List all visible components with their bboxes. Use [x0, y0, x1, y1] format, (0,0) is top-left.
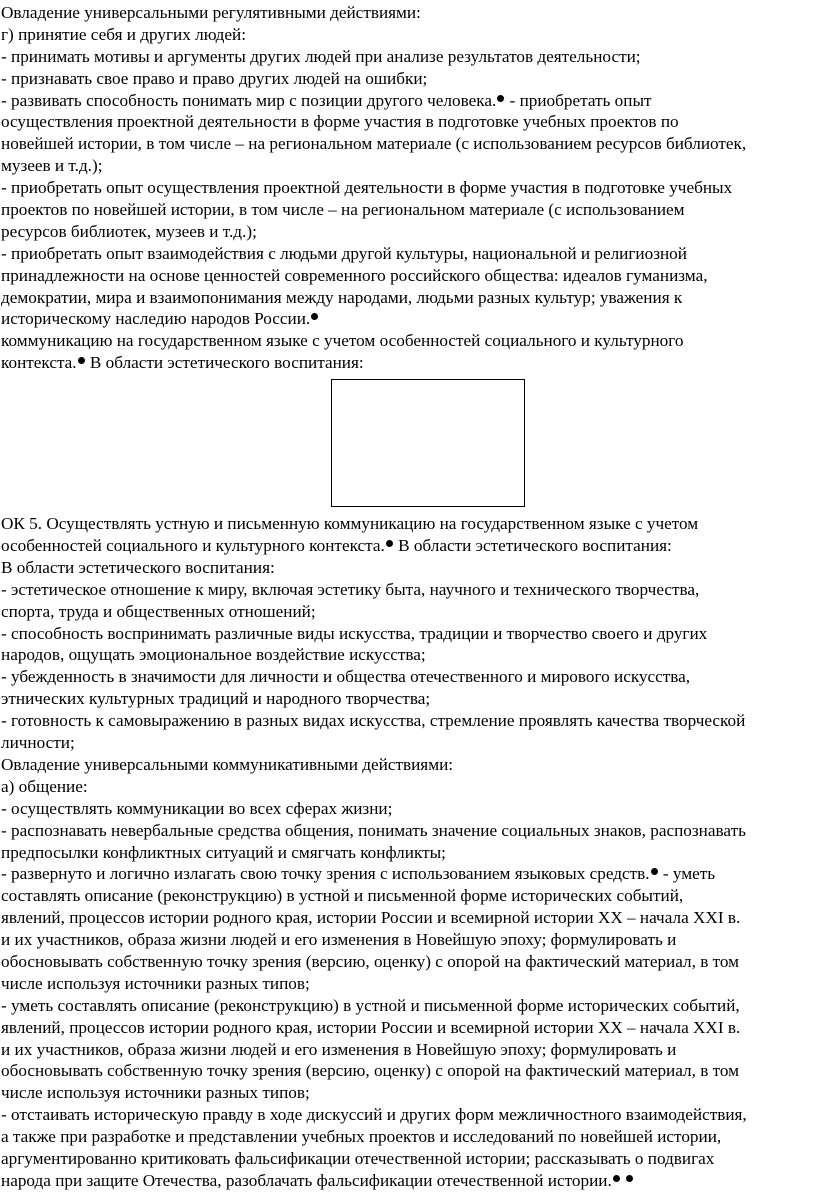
text-line: - готовность к самовыражению в разных видах искусства, стремление проявлять качества творческой [1, 711, 746, 731]
text-line: - распознавать невербальные средства общения, понимать значение социальных знаков, распознавать [1, 820, 746, 840]
text-line: - приобретать опыт осуществления проектной деятельности в форме участия в подготовке учебных [1, 178, 733, 198]
text-line: музеев и т.д.); [1, 156, 103, 176]
text-line: г) принятие себя и других людей: [1, 24, 247, 44]
text-line: - признавать свое право и право других людей на ошибки; [1, 68, 428, 88]
text-segment: - развернуто и логично излагать свою точку зрения с использованием языковых средств. [1, 864, 650, 884]
text-line: народов, ощущать эмоциональное воздействие искусства; [1, 645, 426, 665]
text-line: ресурсов библиотек, музеев и т.д.); [1, 221, 257, 241]
text-line: - убежденность в значимости для личности и общества отечественного и мирового искусства, [1, 667, 691, 687]
text-line: - отстаивать историческую правду в ходе дискуссий и других форм межличностного взаимодействия, [1, 1105, 747, 1125]
text-line: принадлежности на основе ценностей современного российского общества: идеалов гуманизма, [1, 265, 708, 285]
document-body [1, 2, 813, 1192]
text-segment: - уметь [658, 864, 716, 884]
text-segment: - развивать способность понимать мир с позиции другого человека. [1, 90, 497, 110]
text-line: личности; [1, 733, 75, 753]
bullet-icon [626, 1175, 633, 1182]
text-segment: В области эстетического воспитания: [393, 536, 672, 556]
text-line: Овладение универсальными регулятивными действиями: [1, 3, 421, 22]
text-line: - приобретать опыт взаимодействия с людьми другой культуры, национальной и религиозной [1, 243, 687, 263]
text-line: - эстетическое отношение к миру, включая эстетику быта, научного и технического творчества, [1, 579, 700, 599]
text-segment: историческому наследию народов России. [1, 309, 311, 329]
text-line: предпосылки конфликтных ситуаций и смягчать конфликты; [1, 842, 446, 862]
text-segment: В области эстетического воспитания: [85, 353, 364, 373]
text-line: ОК 5. Осуществлять устную и письменную коммуникацию на государственном языке с учетом [1, 514, 699, 534]
text-line [1, 308, 813, 330]
text-line: явлений, процессов истории родного края, истории России и всемирной истории XX – начала XXI в. [1, 908, 741, 928]
bullet-icon [311, 313, 318, 320]
text-line: составлять описание (реконструкцию) в устной и письменной форме исторических событий, [1, 886, 684, 906]
text-line: явлений, процессов истории родного края, истории России и всемирной истории XX – начала XXI в. [1, 1017, 741, 1037]
text-line [1, 352, 813, 374]
empty-image-frame [331, 379, 525, 507]
text-segment: - приобретать опыт [505, 90, 652, 110]
text-line [1, 535, 813, 557]
text-line: - уметь составлять описание (реконструкцию) в устной и письменной форме исторических событий, [1, 995, 740, 1015]
text-segment: особенностей социального и культурного контекста. [1, 536, 385, 556]
text-line: аргументированно критиковать фальсификации отечественной истории; рассказывать о подвигах [1, 1148, 715, 1168]
text-line: спорта, труда и общественных отношений; [1, 601, 316, 621]
text-line: а также при разработке и представлении учебных проектов и исследований по новейшей истории, [1, 1127, 722, 1147]
text-line: демократии, мира и взаимопонимания между народами, людьми разных культур; уважения к [1, 287, 683, 307]
text-line: - принимать мотивы и аргументы других людей при анализе результатов деятельности; [1, 46, 641, 66]
text-segment: контекста. [1, 353, 77, 373]
text-line: новейшей истории, в том числе – на региональном материале (с использованием ресурсов библиотек, [1, 134, 747, 154]
text-segment: народа при защите Отечества, разоблачать фальсификации отечественной истории. [1, 1170, 612, 1190]
text-line: и их участников, образа жизни людей и его изменения в Новейшую эпоху; формулировать и [1, 1039, 677, 1059]
text-line: обосновывать собственную точку зрения (версию, оценку) с опорой на фактический материал, в том [1, 951, 740, 971]
text-line: этнических культурных традиций и народного творчества; [1, 689, 431, 709]
text-line [1, 90, 813, 112]
text-line: обосновывать собственную точку зрения (версию, оценку) с опорой на фактический материал, в том [1, 1061, 740, 1081]
bullet-icon [497, 95, 504, 102]
bullet-icon [613, 1175, 620, 1182]
text-line: В области эстетического воспитания: [1, 557, 275, 577]
bullet-icon [386, 540, 393, 547]
text-line: осуществления проектной деятельности в форме участия в подготовке учебных проектов по [1, 112, 679, 132]
text-line: - осуществлять коммуникации во всех сферах жизни; [1, 798, 393, 818]
text-line: а) общение: [1, 776, 88, 796]
bullet-icon [78, 357, 85, 364]
text-line: числе используя источники разных типов; [1, 973, 310, 993]
text-line [1, 1170, 813, 1192]
text-line: проектов по новейшей истории, в том числе – на региональном материале (с использованием [1, 200, 685, 220]
text-line: и их участников, образа жизни людей и его изменения в Новейшую эпоху; формулировать и [1, 930, 677, 950]
text-line [1, 863, 813, 885]
text-line: - способность воспринимать различные виды искусства, традиции и творчество своего и других [1, 623, 708, 643]
text-line: коммуникацию на государственном языке с учетом особенностей социального и культурного [1, 331, 684, 351]
bullet-icon [651, 868, 658, 875]
text-line: Овладение универсальными коммуникативными действиями: [1, 754, 454, 774]
text-line: числе используя источники разных типов; [1, 1083, 310, 1103]
